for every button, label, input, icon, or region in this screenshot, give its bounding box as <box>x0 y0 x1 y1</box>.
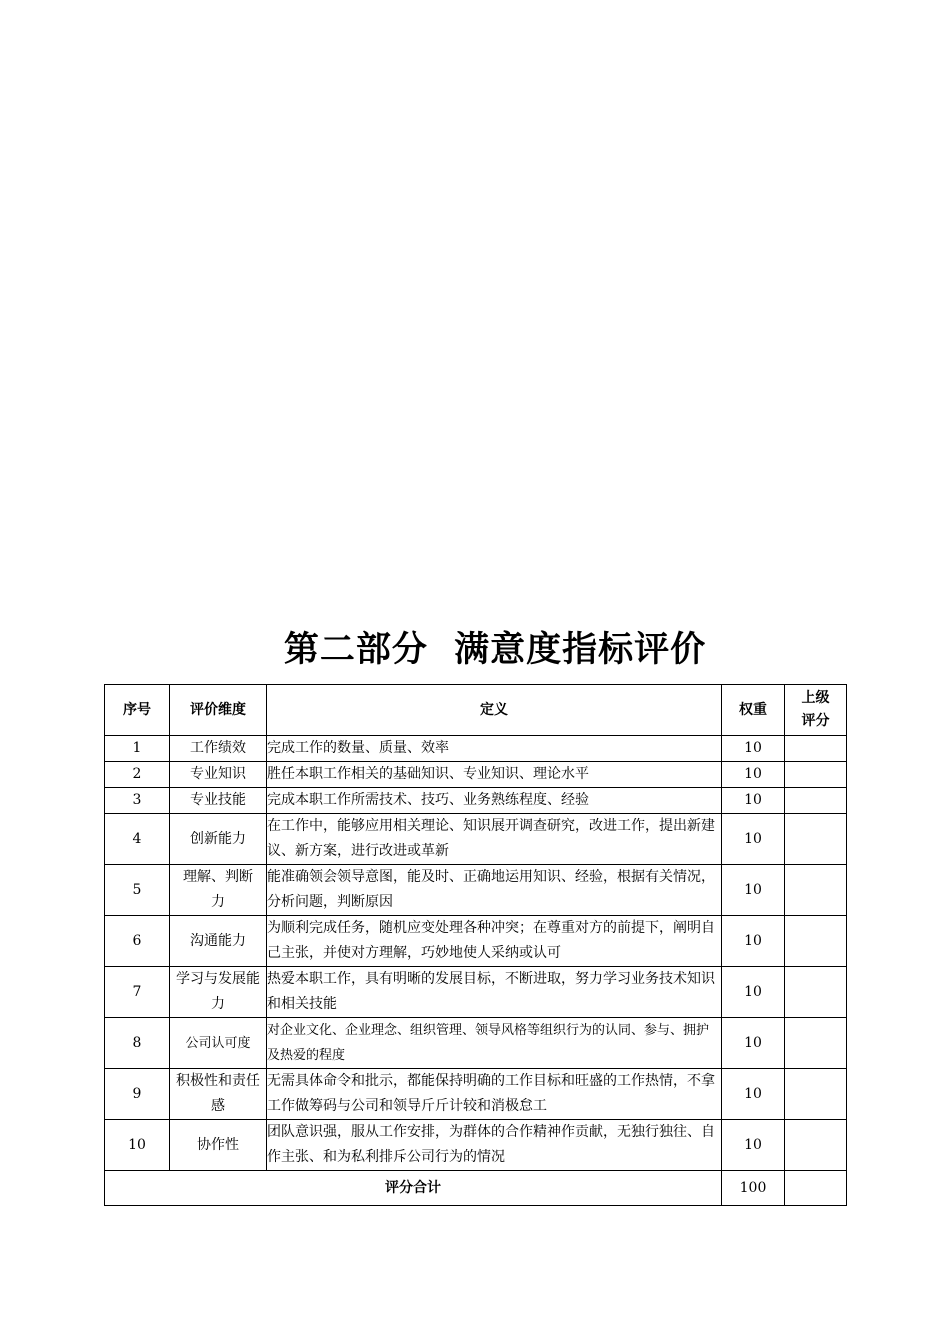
row-weight: 10 <box>722 762 785 788</box>
header-definition: 定义 <box>267 685 722 736</box>
total-label: 评分合计 <box>105 1171 722 1206</box>
row-score-cell[interactable] <box>785 1120 847 1171</box>
satisfaction-table <box>104 684 847 1206</box>
row-score-cell[interactable] <box>785 967 847 1018</box>
row-score-cell[interactable] <box>785 814 847 865</box>
table-row <box>105 1018 847 1069</box>
row-weight: 10 <box>722 865 785 916</box>
row-dimension: 理解、判断力 <box>170 865 267 916</box>
header-num: 序号 <box>105 685 170 736</box>
row-definition: 对企业文化、企业理念、组织管理、领导风格等组织行为的认同、参与、拥护及热爱的程度 <box>267 1018 722 1069</box>
row-num: 8 <box>105 1018 170 1069</box>
table-row <box>105 1120 847 1171</box>
row-definition: 胜任本职工作相关的基础知识、专业知识、理论水平 <box>267 762 722 788</box>
table-row <box>105 967 847 1018</box>
row-num: 9 <box>105 1069 170 1120</box>
row-num: 1 <box>105 736 170 762</box>
row-definition: 完成本职工作所需技术、技巧、业务熟练程度、经验 <box>267 788 722 814</box>
row-score-cell[interactable] <box>785 916 847 967</box>
row-weight: 10 <box>722 1069 785 1120</box>
table-row <box>105 1069 847 1120</box>
row-dimension: 沟通能力 <box>170 916 267 967</box>
row-definition: 无需具体命令和批示，都能保持明确的工作目标和旺盛的工作热情，不拿工作做筹码与公司和领导斤斤计较和消极怠工 <box>267 1069 722 1120</box>
header-score: 上级评分 <box>785 685 847 736</box>
header-weight: 权重 <box>722 685 785 736</box>
row-weight: 10 <box>722 1018 785 1069</box>
row-score-cell[interactable] <box>785 762 847 788</box>
row-weight: 10 <box>722 814 785 865</box>
row-definition: 团队意识强，服从工作安排，为群体的合作精神作贡献，无独行独往、自作主张、和为私利排斥公司行为的情况 <box>267 1120 722 1171</box>
row-score-cell[interactable] <box>785 1018 847 1069</box>
row-dimension: 专业知识 <box>170 762 267 788</box>
row-num: 10 <box>105 1120 170 1171</box>
row-definition: 热爱本职工作，具有明晰的发展目标，不断进取，努力学习业务技术知识和相关技能 <box>267 967 722 1018</box>
total-score-cell[interactable] <box>785 1171 847 1206</box>
row-num: 5 <box>105 865 170 916</box>
row-weight: 10 <box>722 967 785 1018</box>
row-dimension: 工作绩效 <box>170 736 267 762</box>
row-score-cell[interactable] <box>785 865 847 916</box>
table-row <box>105 736 847 762</box>
row-num: 4 <box>105 814 170 865</box>
header-dimension: 评价维度 <box>170 685 267 736</box>
table-header-row <box>105 685 847 736</box>
total-weight: 100 <box>722 1171 785 1206</box>
row-dimension: 创新能力 <box>170 814 267 865</box>
row-dimension: 公司认可度 <box>170 1018 267 1069</box>
table-row <box>105 916 847 967</box>
row-definition: 能准确领会领导意图，能及时、正确地运用知识、经验，根据有关情况，分析问题，判断原因 <box>267 865 722 916</box>
table-row <box>105 865 847 916</box>
table-row <box>105 814 847 865</box>
table-row <box>105 762 847 788</box>
row-definition: 完成工作的数量、质量、效率 <box>267 736 722 762</box>
row-weight: 10 <box>722 1120 785 1171</box>
row-num: 7 <box>105 967 170 1018</box>
row-weight: 10 <box>722 788 785 814</box>
page-title: 第二部分 满意度指标评价 <box>283 630 707 670</box>
row-score-cell[interactable] <box>785 736 847 762</box>
row-dimension: 积极性和责任感 <box>170 1069 267 1120</box>
total-row <box>105 1171 847 1206</box>
row-num: 3 <box>105 788 170 814</box>
row-definition: 为顺利完成任务，随机应变处理各种冲突；在尊重对方的前提下，阐明自己主张，并使对方理解，巧妙地使人采纳或认可 <box>267 916 722 967</box>
row-num: 6 <box>105 916 170 967</box>
row-weight: 10 <box>722 736 785 762</box>
row-dimension: 协作性 <box>170 1120 267 1171</box>
row-dimension: 专业技能 <box>170 788 267 814</box>
table-row <box>105 788 847 814</box>
row-dimension: 学习与发展能力 <box>170 967 267 1018</box>
row-weight: 10 <box>722 916 785 967</box>
row-score-cell[interactable] <box>785 1069 847 1120</box>
row-score-cell[interactable] <box>785 788 847 814</box>
row-num: 2 <box>105 762 170 788</box>
row-definition: 在工作中，能够应用相关理论、知识展开调查研究，改进工作，提出新建议、新方案，进行改进或革新 <box>267 814 722 865</box>
